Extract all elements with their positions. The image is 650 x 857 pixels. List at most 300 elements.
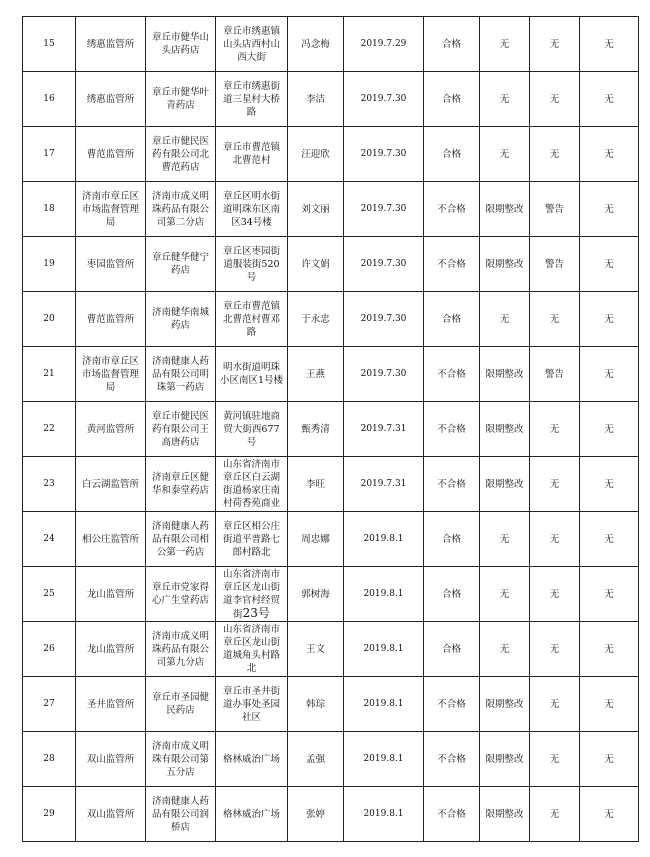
- pharmacy-address-cell: [216, 127, 288, 182]
- responsible-person-cell: [288, 237, 344, 292]
- inspection-result: 合格: [441, 313, 461, 325]
- responsible-person: 李旺: [305, 478, 325, 490]
- pharmacy-address: 山东省济南市章丘区龙山街道城角头村路北: [222, 624, 280, 674]
- row-number-cell: [23, 292, 76, 347]
- supervision-office-cell: [76, 732, 146, 787]
- other-measure-cell: [580, 677, 639, 732]
- rectification-action: 限期整改: [485, 808, 524, 820]
- penalty: 无: [549, 698, 560, 710]
- responsible-person: 周忠娜: [301, 533, 330, 545]
- penalty-cell: [530, 677, 580, 732]
- inspection-result: 不合格: [437, 423, 466, 435]
- other-measure-cell: [580, 512, 639, 567]
- inspection-result: 不合格: [437, 478, 466, 490]
- row-number: 21: [43, 368, 55, 379]
- pharmacy-name: 济南市成义明珠有限公司第五分店: [151, 740, 209, 778]
- rectification-action-cell: [480, 677, 530, 732]
- inspection-date-cell: [344, 732, 424, 787]
- other-measure-cell: [580, 402, 639, 457]
- inspection-result-cell: [424, 237, 480, 292]
- supervision-office-cell: [76, 512, 146, 567]
- supervision-office-cell: [76, 17, 146, 72]
- responsible-person: 王燕: [305, 368, 325, 380]
- rectification-action: 限期整改: [485, 753, 524, 765]
- pharmacy-name: 章丘健华健宁药店: [151, 252, 209, 276]
- row-number-cell: [23, 17, 76, 72]
- table-row: [23, 347, 639, 402]
- other-measure-cell: [580, 237, 639, 292]
- other-measure-cell: [580, 17, 639, 72]
- row-number: 26: [43, 643, 55, 654]
- row-number-cell: [23, 567, 76, 622]
- penalty: 无: [549, 753, 560, 765]
- rectification-action-cell: [480, 512, 530, 567]
- table-row: [23, 787, 639, 842]
- inspection-date: 2019.8.1: [363, 698, 404, 709]
- row-number: 25: [43, 588, 55, 599]
- inspection-date-cell: [344, 127, 424, 182]
- penalty: 无: [549, 643, 560, 655]
- pharmacy-address: 章丘市曹范镇北曹范村曹邓路: [222, 300, 280, 338]
- table-row: [23, 72, 639, 127]
- other-measure-cell: [580, 292, 639, 347]
- pharmacy-address-cell: [216, 72, 288, 127]
- rectification-action: 无: [499, 533, 510, 545]
- inspection-result-cell: [424, 182, 480, 237]
- table-row: [23, 457, 639, 512]
- table-row: [23, 512, 639, 567]
- inspection-date-cell: [344, 677, 424, 732]
- inspection-result: 不合格: [437, 753, 466, 765]
- supervision-office: 相公庄监管所: [81, 533, 139, 545]
- pharmacy-name-cell: [146, 347, 216, 402]
- supervision-office: 双山监管所: [86, 753, 135, 765]
- responsible-person-cell: [288, 787, 344, 842]
- table-row: [23, 677, 639, 732]
- pharmacy-address-cell: [216, 677, 288, 732]
- penalty: 无: [549, 808, 560, 820]
- inspection-result-cell: [424, 17, 480, 72]
- pharmacy-address-cell: [216, 622, 288, 677]
- inspection-result: 合格: [441, 588, 461, 600]
- row-number: 20: [43, 313, 55, 324]
- inspection-result-cell: [424, 292, 480, 347]
- responsible-person-cell: [288, 182, 344, 237]
- row-number: 28: [43, 753, 55, 764]
- supervision-office-cell: [76, 292, 146, 347]
- inspection-result: 合格: [441, 148, 461, 160]
- rectification-action: 限期整改: [485, 423, 524, 435]
- inspection-result-cell: [424, 457, 480, 512]
- table-body: [23, 17, 639, 842]
- inspection-result: 不合格: [437, 258, 466, 270]
- penalty-cell: [530, 347, 580, 402]
- pharmacy-address: 黄河镇驻地商贸大街西677号: [222, 410, 280, 448]
- pharmacy-address: 章丘区相公庄街道平普路七郎村路北: [222, 520, 280, 558]
- supervision-office-cell: [76, 402, 146, 457]
- rectification-action-cell: [480, 457, 530, 512]
- inspection-result: 不合格: [437, 808, 466, 820]
- row-number-cell: [23, 732, 76, 787]
- pharmacy-name: 济南健康人药品有限公司润桥店: [151, 795, 209, 833]
- inspection-result: 合格: [441, 38, 461, 50]
- other-measure: 无: [604, 258, 614, 270]
- rectification-action: 无: [499, 148, 510, 160]
- pharmacy-address-cell: [216, 347, 288, 402]
- responsible-person: 刘文丽: [301, 203, 330, 215]
- rectification-action: 限期整改: [485, 258, 524, 270]
- penalty: 无: [549, 93, 560, 105]
- pharmacy-address: 章丘市圣井街道办事处圣园社区: [222, 685, 280, 723]
- other-measure-cell: [580, 567, 639, 622]
- table-row: [23, 622, 639, 677]
- other-measure: 无: [604, 423, 614, 435]
- inspection-result-cell: [424, 72, 480, 127]
- row-number: 29: [43, 808, 55, 819]
- inspection-date: 2019.7.30: [360, 368, 407, 379]
- inspection-result-cell: [424, 787, 480, 842]
- rectification-action: 无: [499, 313, 510, 325]
- penalty-cell: [530, 127, 580, 182]
- inspection-result-cell: [424, 677, 480, 732]
- rectification-action-cell: [480, 402, 530, 457]
- row-number-cell: [23, 72, 76, 127]
- pharmacy-name: 济南健康人药品有限公司相公第一药店: [151, 520, 209, 558]
- penalty-cell: [530, 567, 580, 622]
- pharmacy-name-cell: [146, 17, 216, 72]
- responsible-person-cell: [288, 567, 344, 622]
- pharmacy-name-cell: [146, 292, 216, 347]
- inspection-result: 不合格: [437, 203, 466, 215]
- other-measure: 无: [604, 588, 614, 600]
- inspection-date: 2019.8.1: [363, 588, 404, 599]
- inspection-result-cell: [424, 402, 480, 457]
- row-number-cell: [23, 347, 76, 402]
- inspection-date: 2019.7.31: [360, 478, 407, 489]
- row-number: 22: [43, 423, 55, 434]
- pharmacy-name: 济南市成义明珠药品有限公司第九分店: [151, 630, 209, 668]
- pharmacy-name: 章丘市健华山头店药店: [151, 32, 209, 56]
- inspection-result: 合格: [441, 643, 461, 655]
- row-number: 18: [43, 203, 55, 214]
- inspection-date-cell: [344, 622, 424, 677]
- table-row: [23, 732, 639, 787]
- rectification-action: 无: [499, 588, 510, 600]
- inspection-date-cell: [344, 402, 424, 457]
- pharmacy-address: 山东省济南市章丘区白云湖街道杨家庄南村荷香苑商业: [222, 459, 280, 509]
- inspection-date-cell: [344, 17, 424, 72]
- inspection-date: 2019.8.1: [363, 533, 404, 544]
- inspection-table: [22, 16, 639, 842]
- table-row: [23, 237, 639, 292]
- other-measure: 无: [604, 148, 614, 160]
- pharmacy-name: 章丘市党家得心广生堂药店: [151, 582, 209, 606]
- row-number: 15: [43, 38, 55, 49]
- row-number-cell: [23, 677, 76, 732]
- responsible-person: 汪迎欣: [301, 148, 330, 160]
- pharmacy-name-cell: [146, 787, 216, 842]
- rectification-action-cell: [480, 17, 530, 72]
- other-measure: 无: [604, 368, 614, 380]
- other-measure: 无: [604, 313, 614, 325]
- rectification-action: 限期整改: [485, 368, 524, 380]
- inspection-date: 2019.8.1: [363, 753, 404, 764]
- responsible-person: 冯念梅: [301, 38, 330, 50]
- inspection-date: 2019.7.30: [360, 93, 407, 104]
- pharmacy-address-tail: 23号: [242, 605, 270, 620]
- supervision-office-cell: [76, 677, 146, 732]
- row-number-cell: [23, 787, 76, 842]
- pharmacy-address-cell: [216, 787, 288, 842]
- responsible-person-cell: [288, 347, 344, 402]
- supervision-office: 绣惠监管所: [86, 93, 135, 105]
- supervision-office-cell: [76, 567, 146, 622]
- penalty-cell: [530, 182, 580, 237]
- inspection-result: 合格: [441, 533, 461, 545]
- other-measure-cell: [580, 732, 639, 787]
- row-number: 24: [43, 533, 55, 544]
- pharmacy-address: 格林威治广场: [222, 808, 280, 820]
- responsible-person-cell: [288, 677, 344, 732]
- pharmacy-name: 章丘市健民医药有限公司王高唐药店: [151, 410, 209, 448]
- rectification-action-cell: [480, 127, 530, 182]
- inspection-date: 2019.8.1: [363, 808, 404, 819]
- rectification-action-cell: [480, 72, 530, 127]
- pharmacy-address-cell: [216, 182, 288, 237]
- rectification-action: 无: [499, 93, 510, 105]
- pharmacy-name-cell: [146, 732, 216, 787]
- penalty-cell: [530, 402, 580, 457]
- inspection-date-cell: [344, 237, 424, 292]
- inspection-result: 不合格: [437, 368, 466, 380]
- penalty: 无: [549, 423, 560, 435]
- penalty: 无: [549, 313, 560, 325]
- pharmacy-address: 章丘区枣园街道服装街520号: [222, 245, 280, 283]
- penalty: 无: [549, 38, 560, 50]
- supervision-office-cell: [76, 127, 146, 182]
- table-row: [23, 17, 639, 72]
- rectification-action: 限期整改: [485, 698, 524, 710]
- supervision-office: 双山监管所: [86, 808, 135, 820]
- responsible-person-cell: [288, 17, 344, 72]
- penalty-cell: [530, 732, 580, 787]
- row-number-cell: [23, 127, 76, 182]
- table-row: [23, 127, 639, 182]
- pharmacy-name-cell: [146, 677, 216, 732]
- inspection-date: 2019.7.30: [360, 148, 407, 159]
- other-measure: 无: [604, 533, 614, 545]
- responsible-person: 李洁: [305, 93, 325, 105]
- inspection-date-cell: [344, 457, 424, 512]
- inspection-result: 合格: [441, 93, 461, 105]
- penalty: 无: [549, 478, 560, 490]
- penalty-cell: [530, 512, 580, 567]
- inspection-result-cell: [424, 347, 480, 402]
- other-measure: 无: [604, 808, 614, 820]
- supervision-office: 白云湖监管所: [81, 478, 139, 490]
- other-measure: 无: [604, 478, 614, 490]
- other-measure: 无: [604, 203, 614, 215]
- penalty-cell: [530, 17, 580, 72]
- pharmacy-name-cell: [146, 237, 216, 292]
- pharmacy-address-cell: [216, 567, 288, 622]
- other-measure-cell: [580, 127, 639, 182]
- pharmacy-address: 山东省济南市章丘区龙山街道李官村经贸街: [222, 568, 280, 620]
- responsible-person: 王文: [305, 643, 325, 655]
- supervision-office: 黄河监管所: [86, 423, 135, 435]
- penalty: 警告: [544, 368, 564, 380]
- inspection-date: 2019.7.29: [360, 38, 407, 49]
- penalty: 警告: [544, 258, 564, 270]
- table-row: [23, 182, 639, 237]
- other-measure-cell: [580, 787, 639, 842]
- inspection-date-cell: [344, 347, 424, 402]
- inspection-result-cell: [424, 732, 480, 787]
- pharmacy-name: 章丘市圣园健民药店: [151, 692, 209, 716]
- responsible-person-cell: [288, 402, 344, 457]
- pharmacy-name-cell: [146, 182, 216, 237]
- pharmacy-name: 章丘市健华叶青药店: [151, 87, 209, 111]
- other-measure: 无: [604, 38, 614, 50]
- row-number: 19: [43, 258, 55, 269]
- pharmacy-name: 济南市成义明珠药品有限公司第二分店: [151, 190, 209, 228]
- other-measure-cell: [580, 622, 639, 677]
- pharmacy-address: 章丘市绣惠镇山头店西村山西大街: [222, 25, 280, 63]
- other-measure: 无: [604, 643, 614, 655]
- inspection-date: 2019.7.30: [360, 203, 407, 214]
- pharmacy-name-cell: [146, 457, 216, 512]
- supervision-office: 曹范监管所: [86, 313, 135, 325]
- rectification-action: 无: [499, 38, 510, 50]
- pharmacy-name-cell: [146, 622, 216, 677]
- pharmacy-address-cell: [216, 237, 288, 292]
- row-number: 27: [43, 698, 55, 709]
- pharmacy-name: 章丘市健民医药有限公司北曹范药店: [151, 135, 209, 173]
- penalty: 无: [549, 148, 560, 160]
- pharmacy-address: 明水街道明珠小区南区1号楼: [219, 362, 284, 386]
- responsible-person: 孟强: [305, 753, 325, 765]
- supervision-office: 济南市章丘区市场监督管理局: [81, 355, 139, 393]
- inspection-date-cell: [344, 182, 424, 237]
- other-measure: 无: [604, 93, 614, 105]
- table-row: [23, 402, 639, 457]
- penalty: 无: [549, 533, 560, 545]
- other-measure-cell: [580, 182, 639, 237]
- responsible-person-cell: [288, 457, 344, 512]
- inspection-result-cell: [424, 127, 480, 182]
- rectification-action-cell: [480, 567, 530, 622]
- responsible-person-cell: [288, 732, 344, 787]
- pharmacy-address: 章丘市绣惠街道三星村大桥路: [222, 80, 280, 118]
- penalty-cell: [530, 292, 580, 347]
- pharmacy-address-cell: [216, 512, 288, 567]
- pharmacy-name: 济南章丘区健华和泰堂药店: [151, 472, 209, 496]
- rectification-action-cell: [480, 732, 530, 787]
- rectification-action-cell: [480, 292, 530, 347]
- inspection-date: 2019.7.31: [360, 423, 407, 434]
- row-number-cell: [23, 512, 76, 567]
- pharmacy-address: 章丘市曹范镇北曹范村: [222, 142, 280, 166]
- inspection-date-cell: [344, 512, 424, 567]
- supervision-office: 龙山监管所: [86, 588, 135, 600]
- responsible-person: 许文娟: [301, 258, 330, 270]
- penalty-cell: [530, 72, 580, 127]
- penalty: 警告: [544, 203, 564, 215]
- other-measure: 无: [604, 698, 614, 710]
- pharmacy-address-cell: [216, 457, 288, 512]
- responsible-person-cell: [288, 72, 344, 127]
- pharmacy-name-cell: [146, 402, 216, 457]
- other-measure: 无: [604, 753, 614, 765]
- pharmacy-name: 济南健康人药品有限公司明珠第一药店: [151, 355, 209, 393]
- inspection-result-cell: [424, 622, 480, 677]
- supervision-office-cell: [76, 347, 146, 402]
- inspection-date-cell: [344, 72, 424, 127]
- supervision-office: 枣园监管所: [86, 258, 135, 270]
- pharmacy-address-cell: [216, 292, 288, 347]
- pharmacy-address: 格林威治广场: [222, 753, 280, 765]
- row-number-cell: [23, 402, 76, 457]
- pharmacy-name: 济南健华南城药店: [151, 307, 209, 331]
- pharmacy-name-cell: [146, 567, 216, 622]
- rectification-action-cell: [480, 622, 530, 677]
- pharmacy-name-cell: [146, 127, 216, 182]
- penalty: 无: [549, 588, 560, 600]
- inspection-result: 不合格: [437, 698, 466, 710]
- inspection-date: 2019.7.30: [360, 313, 407, 324]
- penalty-cell: [530, 622, 580, 677]
- other-measure-cell: [580, 457, 639, 512]
- other-measure-cell: [580, 347, 639, 402]
- pharmacy-address-cell: [216, 732, 288, 787]
- responsible-person-cell: [288, 127, 344, 182]
- rectification-action-cell: [480, 787, 530, 842]
- rectification-action-cell: [480, 347, 530, 402]
- rectification-action: 无: [499, 643, 510, 655]
- other-measure-cell: [580, 72, 639, 127]
- supervision-office-cell: [76, 457, 146, 512]
- rectification-action-cell: [480, 182, 530, 237]
- rectification-action: 限期整改: [485, 203, 524, 215]
- responsible-person: 甄秀清: [301, 423, 330, 435]
- responsible-person-cell: [288, 292, 344, 347]
- row-number-cell: [23, 622, 76, 677]
- row-number-cell: [23, 237, 76, 292]
- inspection-result-cell: [424, 512, 480, 567]
- row-number: 23: [43, 478, 55, 489]
- supervision-office: 绣惠监管所: [86, 38, 135, 50]
- responsible-person: 郭树海: [301, 588, 330, 600]
- row-number: 17: [43, 148, 55, 159]
- pharmacy-address-cell: [216, 402, 288, 457]
- table-row: [23, 292, 639, 347]
- pharmacy-address-cell: [216, 17, 288, 72]
- pharmacy-address: 章丘区明水街道明珠东区南区34号楼: [222, 190, 280, 228]
- pharmacy-name-cell: [146, 512, 216, 567]
- table-row: [23, 567, 639, 622]
- responsible-person-cell: [288, 512, 344, 567]
- rectification-action: 限期整改: [485, 478, 524, 490]
- pharmacy-name-cell: [146, 72, 216, 127]
- responsible-person: 张婷: [305, 808, 325, 820]
- responsible-person: 于永忠: [301, 313, 330, 325]
- row-number-cell: [23, 182, 76, 237]
- supervision-office: 龙山监管所: [86, 643, 135, 655]
- supervision-office-cell: [76, 72, 146, 127]
- row-number-cell: [23, 457, 76, 512]
- penalty-cell: [530, 237, 580, 292]
- supervision-office-cell: [76, 622, 146, 677]
